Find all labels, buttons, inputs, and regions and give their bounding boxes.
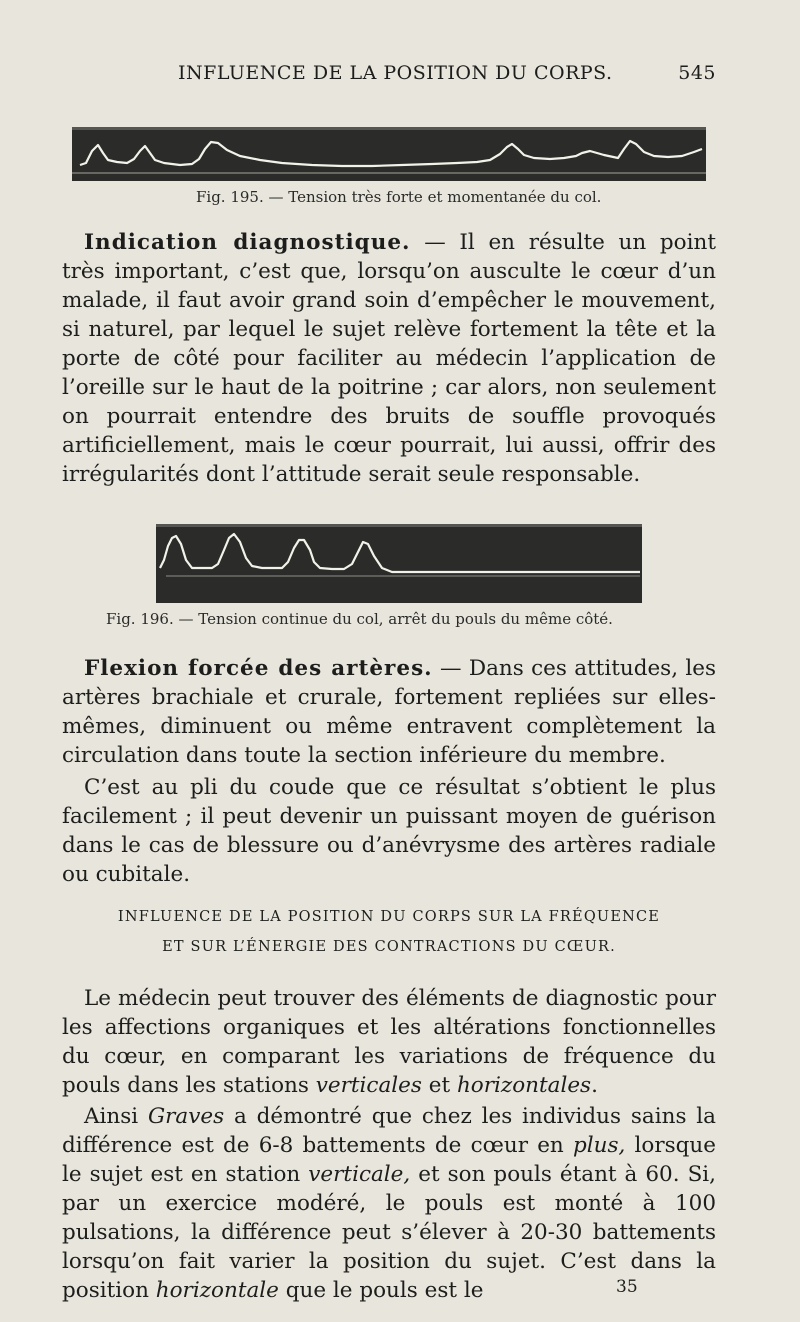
paragraph-text: — Dans ces attitudes, les artères brachiale et crurale, fortement repliées sur elles-mêmes, diminuent ou même entravent complètement la circulation dans toute la section inférieure du membre. bbox=[62, 656, 717, 768]
figure-196-caption: Fig. 196. — Tension continue du col, arrêt du pouls du même côté. bbox=[106, 610, 613, 628]
paragraph-indication-diagnostique bbox=[62, 228, 716, 489]
paragraph-graves bbox=[62, 1102, 716, 1305]
text-run: que le pouls est le bbox=[278, 1278, 484, 1303]
paragraph-flexion-forcee bbox=[62, 654, 716, 770]
text-run: et bbox=[421, 1073, 457, 1098]
text-run: . bbox=[591, 1073, 598, 1098]
text-run: lorsque le sujet est en station bbox=[62, 1133, 716, 1187]
section-heading-line-1: INFLUENCE DE LA POSITION DU CORPS SUR LA FRÉQUENCE bbox=[117, 909, 661, 925]
italic-run: horizontales bbox=[456, 1073, 592, 1098]
italic-run: Graves bbox=[147, 1104, 225, 1129]
figure-195-caption: Fig. 195. — Tension très forte et momentanée du col. bbox=[196, 188, 602, 206]
runin-heading: Indication diagnostique. bbox=[84, 230, 411, 255]
text-run: a démontré que chez les individus sains la différence est de 6-8 battements de cœur en bbox=[62, 1104, 716, 1158]
runin-heading: Flexion forcée des artères. bbox=[84, 656, 433, 681]
italic-run: verticales bbox=[315, 1073, 422, 1098]
figure-195-pulse-tracing bbox=[72, 127, 706, 181]
paragraph-pli-du-coude bbox=[62, 773, 716, 889]
italic-run: plus, bbox=[572, 1133, 626, 1158]
section-heading-line-2: ET SUR L’ÉNERGIE DES CONTRACTIONS DU CŒUR. bbox=[162, 939, 616, 955]
page-number: 545 bbox=[678, 62, 716, 84]
figure-195-image bbox=[72, 127, 706, 181]
text-run: Le médecin peut trouver des éléments de diagnostic pour les affections organiques et les altérations fonctionnelles du cœur, en comparant les variations de fréquence du pouls dans les stations bbox=[62, 986, 716, 1098]
paragraph-text: — Il en résulte un point très important, c’est que, lorsqu’on ausculte le cœur d’un malade, il faut avoir grand soin d’empêcher le mouvement, si naturel, par lequel le sujet relève fortement la tête et la porte de côté pour faciliter au médecin l’application de l’oreille sur le haut de la poitrine ; car alors, non seulement on pourrait entendre des bruits de souffle provoqués artificiellement, mais le cœur pourrait, lui aussi, offrir des irrégularités dont l’attitude serait seule responsable. bbox=[62, 230, 716, 487]
running-title: INFLUENCE DE LA POSITION DU CORPS. bbox=[178, 62, 613, 84]
signature-mark: 35 bbox=[616, 1277, 638, 1297]
text-run: Ainsi bbox=[84, 1104, 148, 1129]
section-heading bbox=[62, 902, 716, 962]
italic-run: verticale, bbox=[308, 1162, 411, 1187]
figure-196-pulse-tracing bbox=[156, 524, 642, 603]
paragraph-diagnostic-elements bbox=[62, 984, 716, 1100]
paragraph-text: C’est au pli du coude que ce résultat s’obtient le plus facilement ; il peut devenir un puissant moyen de guérison dans le cas de blessure ou d’anévrysme des artères radiale ou cubitale. bbox=[62, 775, 716, 887]
figure-196-image bbox=[156, 524, 642, 603]
italic-run: horizontale bbox=[155, 1278, 279, 1303]
text-run: et son pouls étant à 60. Si, par un exercice modéré, le pouls est monté à 100 pulsations, la différence peut s’élever à 20-30 battements lorsqu’on fait varier la position du sujet. C’est dans la position bbox=[62, 1162, 717, 1303]
